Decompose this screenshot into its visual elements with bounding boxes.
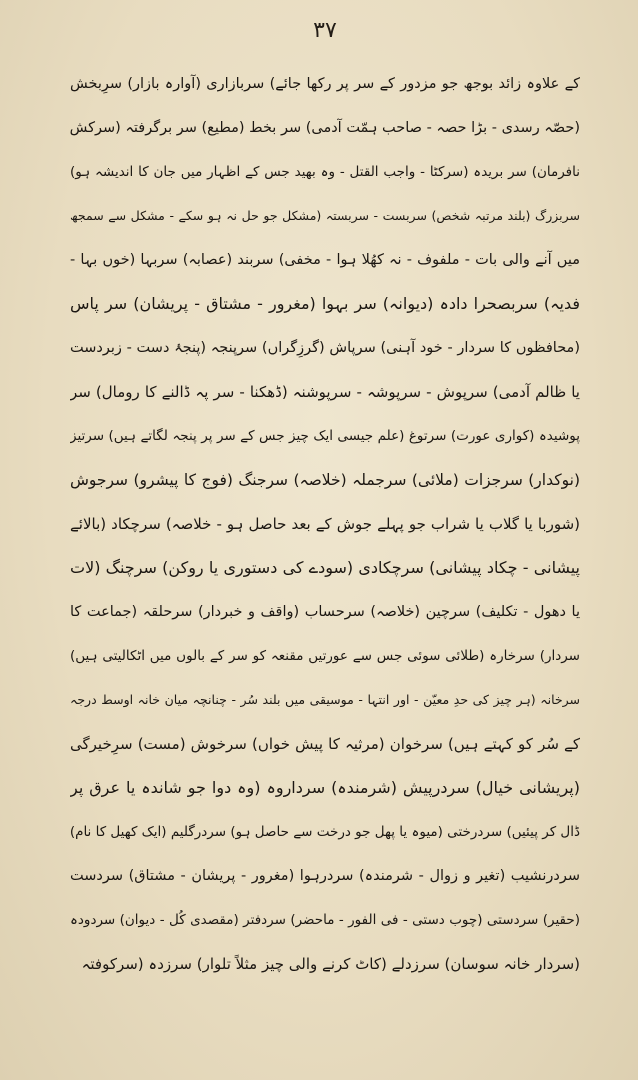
text-line: نافرمان) سر بریدہ (سرکٹا - واجب القتل - وہ بھید جس کے اظہار میں جان کا اندیشہ ہو) [70, 164, 580, 180]
text-line: سربزرگ (بلند مرتبہ شخص) سربست - سربستہ (مشکل جو حل نہ ہو سکے - مشکل سے سمجھ [70, 208, 580, 223]
text-line: پیشانی - چکاد پیشانی) سرچکادی (سودے کی دستوری یا روکن) سرچنگ (لات [70, 558, 580, 577]
text-line: (حصّہ رسدی - بڑا حصہ - صاحب ہمّت آدمی) سر بخط (مطیع) سر برگرفتہ (سرکش [70, 120, 580, 136]
text-line: یا ظالم آدمی) سرپوش - سرپوشہ - سرپوشنہ (ڈھکنا - سر پہ ڈالنے کا رومال) سر [70, 383, 580, 401]
text-line: میں آنے والی بات - ملفوف - نہ کھُلا ہوا - مخفی) سربند (عصابہ) سربہا (خوں بہا - [70, 252, 580, 268]
text-line: کے علاوہ زائد بوجھ جو مزدور کے سر پر رکھا جائے) سربازاری (آوارہ بازار) سرِبخش [70, 76, 580, 92]
text-line: (شوربا یا گلاب یا شراب جو پہلے جوش کے بعد حاصل ہو - خلاصہ) سرچکاد (بالائے [70, 515, 580, 533]
page-body-text [70, 62, 580, 986]
text-line: (محافظوں کا سردار - خود آہنی) سرپاش (گرزِگراں) سرپنجہ (پنجۂ دست - زبردست [70, 340, 580, 356]
text-line: سردار) سرخارہ (طلائی سوئی جس سے عورتیں مقنعہ کو سر کے بالوں میں اٹکالیتی ہیں) [70, 648, 580, 664]
text-line: ڈال کر پیئیں) سردرختی (میوہ یا پھل جو درخت سے حاصل ہو) سردرگلیم (ایک کھیل کا نام) [70, 824, 580, 840]
text-line: فدیہ) سربصحرا دادہ (دیوانہ) سر بہوا (مغرور - مشتاق - پریشان) سر پاس [70, 294, 580, 313]
text-line: سرخانہ (ہر چیز کی حدِ معیّن - اور انتہا - موسیقی میں بلند سُر - چنانچہ میان خانہ اوسط درجہ [70, 692, 580, 707]
text-line: (پریشانی خیال) سردرپیش (شرمندہ) سرداروہ (وہ دوا جو شاندہ یا عرق پر [70, 778, 580, 797]
text-line: (نوکدار) سرجزات (ملائی) سرجملہ (خلاصہ) سرجنگ (فوج کا پیشرو) سرجوش [70, 471, 580, 489]
text-line: (سردار خانہ سوسان) سرزدلے (کاٹ کرنے والی چیز مثلاً تلوار) سرزدہ (سرکوفتہ [81, 955, 580, 973]
text-line: سردرنشیب (تغیر و زوال - شرمندہ) سردرہوا (مغرور - پریشان - مشتاق) سردست [70, 868, 580, 884]
text-line: پوشیدہ (کواری عورت) سرتوغ (علم جیسی ایک چیز جس کے سر پر پنجہ لگاتے ہیں) سرتیز [70, 428, 580, 444]
text-line: یا دھول - تکلیف) سرچین (خلاصہ) سرحساب (واقف و خبردار) سرحلقہ (جماعت کا [70, 604, 580, 620]
text-line: (حقیر) سردستی (چوب دستی - فی الفور - ماحضر) سردفتر (مقصدی کُل - دیوان) سردودہ [70, 912, 580, 928]
page-number: ۳۷ [313, 18, 337, 43]
text-line: کے سُر کو کہتے ہیں) سرخوان (مرثیہ کا پیش خواں) سرخوش (مست) سرِخیرگی [70, 735, 580, 753]
